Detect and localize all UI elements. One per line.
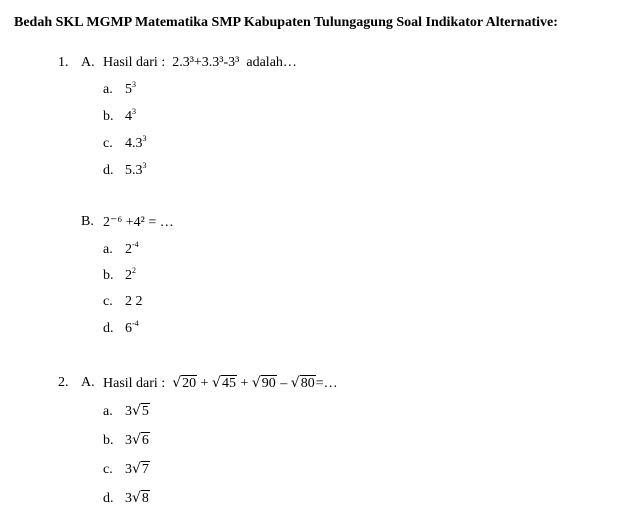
option-label: a. <box>103 242 113 257</box>
radical: √6 <box>132 432 149 448</box>
option-text: 2 2 <box>125 294 143 309</box>
option-label: d. <box>103 491 114 506</box>
radicand: 6 <box>141 433 149 448</box>
option-label: b. <box>103 268 114 283</box>
option-1b-b <box>103 268 136 284</box>
operator: – <box>280 376 288 391</box>
radical-4: √80 <box>290 375 315 391</box>
option-label: a. <box>103 82 113 97</box>
option-label: d. <box>103 321 114 336</box>
option-1a-b <box>103 109 136 125</box>
radicand: 8 <box>141 491 149 506</box>
option-1a-c <box>103 136 147 152</box>
option-exponent: 3 <box>142 161 147 170</box>
radical: √5 <box>132 403 149 419</box>
option-2a-c <box>103 461 150 478</box>
question-1-number: 1. <box>58 55 69 70</box>
question-1a-letter: A. <box>81 55 95 70</box>
option-base: 5 <box>125 82 132 97</box>
radicand: 80 <box>300 376 315 391</box>
option-label: d. <box>103 163 114 178</box>
radicand: 90 <box>261 376 276 391</box>
option-base: 5.3 <box>125 163 143 178</box>
option-label: c. <box>103 462 113 477</box>
prompt-expression: 2⁻⁶ +4² = … <box>103 215 174 230</box>
operator: + <box>200 376 209 391</box>
option-exponent: 3 <box>132 80 136 89</box>
option-exponent: 3 <box>142 134 147 143</box>
option-base: 6 <box>125 321 132 336</box>
option-2a-d <box>103 490 150 507</box>
option-base: 2 <box>125 242 132 257</box>
prompt-prefix: Hasil dari : <box>103 55 166 70</box>
radicand: 5 <box>141 404 149 419</box>
radical: √7 <box>132 461 149 477</box>
operator: + <box>240 376 249 391</box>
option-label: c. <box>103 136 113 151</box>
prompt-prefix: Hasil dari : <box>103 376 166 391</box>
radicand: 45 <box>221 376 236 391</box>
question-2a-letter: A. <box>81 375 95 390</box>
question-1b-prompt <box>103 214 174 231</box>
question-2-number: 2. <box>58 375 69 390</box>
option-coefficient: 3 <box>125 433 132 448</box>
option-coefficient: 3 <box>125 404 132 419</box>
radical-3: √90 <box>251 375 276 391</box>
option-exponent: 3 <box>132 107 136 116</box>
prompt-suffix: adalah… <box>246 55 297 70</box>
option-base: 4 <box>125 109 132 124</box>
option-base: 4.3 <box>125 136 143 151</box>
option-label: c. <box>103 294 113 309</box>
option-label: b. <box>103 109 114 124</box>
option-2a-b <box>103 432 150 449</box>
prompt-expression: 2.3³+3.3³-3³ <box>172 55 240 70</box>
option-1a-d <box>103 163 147 179</box>
radical: √8 <box>132 490 149 506</box>
option-2a-a <box>103 403 150 420</box>
question-2a-prompt <box>103 375 338 392</box>
question-1a-prompt <box>103 55 297 71</box>
option-1b-a <box>103 242 139 258</box>
option-exponent: -4 <box>132 319 139 328</box>
option-1b-d <box>103 321 139 337</box>
radical-1: √20 <box>172 375 197 391</box>
radical-2: √45 <box>212 375 236 391</box>
question-1b-letter: B. <box>81 214 94 229</box>
option-exponent: -4 <box>132 240 139 249</box>
option-coefficient: 3 <box>125 491 132 506</box>
radicand: 7 <box>141 462 149 477</box>
option-label: b. <box>103 433 114 448</box>
option-1a-a <box>103 82 136 98</box>
option-1b-c <box>103 294 143 310</box>
radicand: 20 <box>182 376 197 391</box>
option-label: a. <box>103 404 113 419</box>
page-title: Bedah SKL MGMP Matematika SMP Kabupaten Tulungagung Soal Indikator Alternative: <box>14 15 558 30</box>
option-exponent: 2 <box>132 266 136 275</box>
prompt-suffix: =… <box>315 376 338 391</box>
option-base: 2 <box>125 268 132 283</box>
option-coefficient: 3 <box>125 462 132 477</box>
